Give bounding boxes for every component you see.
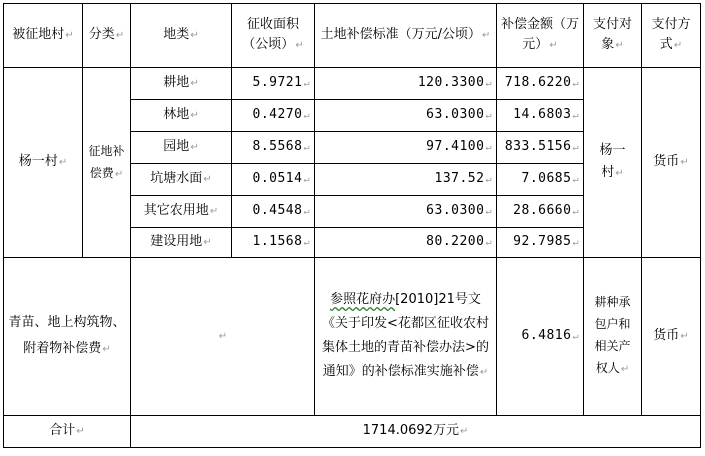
land-type-cell: 坑塘水面↵ (131, 164, 232, 196)
standard-reference-link: 参照花府办 (330, 292, 396, 307)
seedling-method-cell: 货币↵ (642, 258, 701, 416)
header-method: 支付方式↵ (642, 4, 701, 68)
land-type-cell: 耕地↵ (131, 68, 232, 100)
header-amount: 补偿金额（万元）↵ (497, 4, 584, 68)
land-type-cell: 园地↵ (131, 132, 232, 164)
standard-cell: 80.2200↵ (315, 228, 497, 258)
category-cell: 征地补偿费↵ (83, 68, 131, 258)
header-payee: 支付对象↵ (584, 4, 642, 68)
area-cell: 1.1568↵ (232, 228, 315, 258)
area-cell: 0.0514↵ (232, 164, 315, 196)
amount-cell: 833.5156↵ (497, 132, 584, 164)
seedling-category-cell: 青苗、地上构筑物、附着物补偿费↵ (4, 258, 131, 416)
land-type-cell: 其它农用地↵ (131, 196, 232, 228)
seedling-payee-cell: 耕种承包户和相关产权人↵ (584, 258, 642, 416)
header-row (4, 4, 701, 68)
header-standard: 土地补偿标准（万元/公顷）↵ (315, 4, 497, 68)
standard-cell: 120.3300↵ (315, 68, 497, 100)
amount-cell: 14.6803↵ (497, 100, 584, 132)
area-cell: 0.4270↵ (232, 100, 315, 132)
table-row (4, 258, 701, 416)
table-row (4, 68, 701, 100)
standard-reference-text: [2010]21号文《关于印发<花都区征收农村集体土地的青苗补偿办法>的通知》的补偿标准实施补偿 (322, 292, 489, 379)
empty-cell: ↵ (131, 258, 315, 416)
area-cell: 0.4548↵ (232, 196, 315, 228)
land-type-cell: 建设用地↵ (131, 228, 232, 258)
amount-cell: 718.6220↵ (497, 68, 584, 100)
header-area: 征收面积（公顷）↵ (232, 4, 315, 68)
header-land-type: 地类↵ (131, 4, 232, 68)
standard-reference-cell: 参照花府办[2010]21号文《关于印发<花都区征收农村集体土地的青苗补偿办法>的通知》的补偿标准实施补偿↵ (315, 258, 497, 416)
village-cell: 杨一村↵ (4, 68, 83, 258)
compensation-table (3, 3, 701, 448)
payee-cell: 杨一村↵ (584, 68, 642, 258)
header-village: 被征地村↵ (4, 4, 83, 68)
standard-cell: 137.52↵ (315, 164, 497, 196)
area-cell: 8.5568↵ (232, 132, 315, 164)
amount-cell: 28.6660↵ (497, 196, 584, 228)
method-cell: 货币↵ (642, 68, 701, 258)
amount-cell: 7.0685↵ (497, 164, 584, 196)
amount-cell: 92.7985↵ (497, 228, 584, 258)
total-row (4, 416, 701, 448)
header-category: 分类↵ (83, 4, 131, 68)
standard-cell: 63.0300↵ (315, 196, 497, 228)
total-label: 合计↵ (4, 416, 131, 448)
seedling-amount-cell: 6.4816↵ (497, 258, 584, 416)
total-value: 1714.0692万元↵ (131, 416, 701, 448)
area-cell: 5.9721↵ (232, 68, 315, 100)
standard-cell: 97.4100↵ (315, 132, 497, 164)
standard-cell: 63.0300↵ (315, 100, 497, 132)
land-type-cell: 林地↵ (131, 100, 232, 132)
